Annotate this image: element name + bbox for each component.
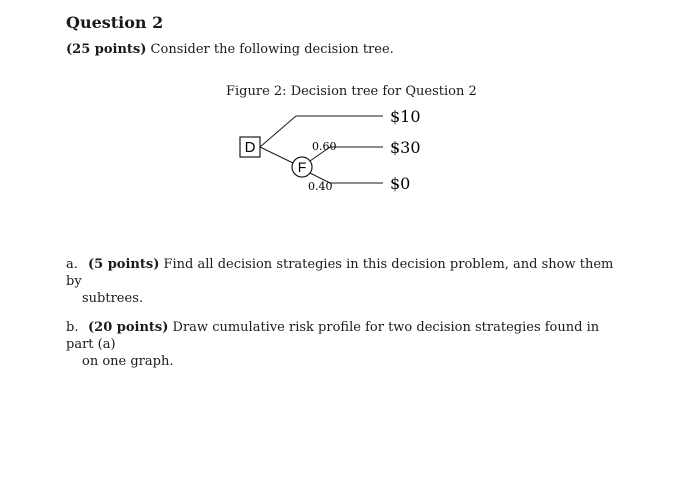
part-a-points: (5 points) [88,257,160,272]
branch-to-10 [260,116,296,147]
payoff-0: $0 [390,174,411,193]
part-b-points: (20 points) [88,320,169,335]
part-b-text-line2: on one graph. [82,354,174,369]
prob-top: 0.60 [312,140,337,153]
prob-bottom: 0.40 [308,180,333,193]
figure-caption: Figure 2: Decision tree for Question 2 [226,84,477,99]
part-b-label: b. [66,320,79,335]
question-title: Question 2 [66,13,164,32]
question-points: (25 points) [66,42,147,57]
payoff-10: $10 [390,107,421,126]
part-a-label: a. [66,257,78,272]
decision-node-label: D [244,139,256,156]
part-a-text-line2: subtrees. [82,291,143,306]
branch-to-chance [260,147,293,163]
part-a-text-line1: Find all decision strategies in this decision problem, and show them by [66,257,614,289]
chance-node-label: F [297,159,307,175]
part-a [66,256,626,307]
payoff-30: $30 [390,138,421,157]
part-b [66,319,626,370]
question-prompt: Consider the following decision tree. [150,42,394,57]
part-b-text-line1: Draw cumulative risk profile for two decision strategies found in part (a) [66,320,600,352]
